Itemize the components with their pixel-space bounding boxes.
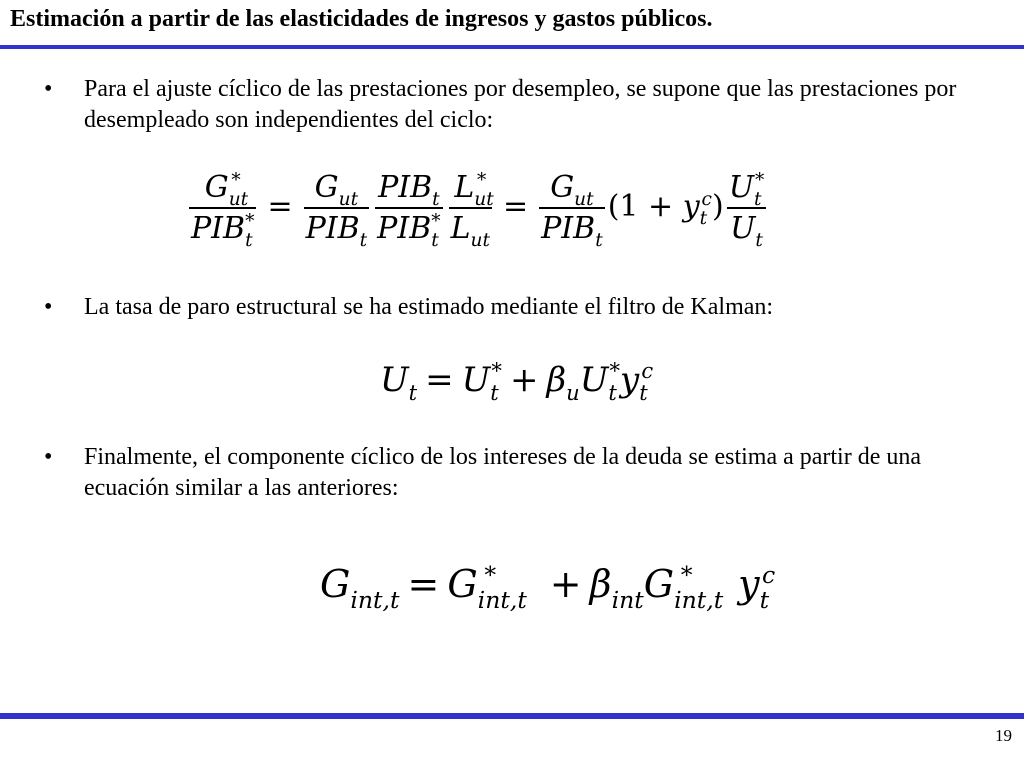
bullet-item-2 xyxy=(44,292,1004,323)
symbol: G xyxy=(643,562,675,606)
bullet-item-3 xyxy=(44,442,1004,504)
symbol: G xyxy=(320,562,351,606)
bullet-text: La tasa de paro estructural se ha estimado mediante el filtro de Kalman: xyxy=(84,294,774,320)
subscript: t xyxy=(408,380,418,406)
slide-title: Estimación a partir de las elasticidades de ingresos y gastos públicos. xyxy=(10,6,713,32)
equation-benefits xyxy=(186,169,769,252)
superscript: c xyxy=(641,358,654,384)
bullet-marker: • xyxy=(44,444,53,470)
subscript: t xyxy=(639,380,648,406)
subscript: int,t xyxy=(350,585,400,614)
subscript: ut xyxy=(574,189,594,211)
bottom-divider xyxy=(0,713,1024,719)
superscript: * xyxy=(476,169,487,191)
subscript: ut xyxy=(470,230,490,252)
subscript: ut xyxy=(474,189,494,211)
subscript: int xyxy=(611,585,644,614)
superscript: * xyxy=(754,169,765,191)
subscript: t xyxy=(359,230,368,252)
symbol: L xyxy=(454,170,475,205)
symbol: U xyxy=(728,170,754,205)
symbol: U xyxy=(579,360,609,400)
superscript: * xyxy=(431,210,441,232)
superscript: * xyxy=(491,358,502,384)
subscript: ut xyxy=(228,189,249,211)
superscript: * xyxy=(680,560,693,589)
symbol: PIB xyxy=(378,170,433,205)
subscript: t xyxy=(699,208,708,230)
subscript: u xyxy=(566,380,580,406)
superscript: * xyxy=(231,169,241,191)
symbol: L xyxy=(450,211,471,246)
symbol: PIB xyxy=(541,211,596,246)
symbol: β xyxy=(589,562,612,606)
subscript: t xyxy=(755,230,763,252)
symbol: G xyxy=(204,170,229,205)
equals-sign: = xyxy=(425,360,454,400)
equals-sign: = xyxy=(502,189,529,224)
plus-sign: + xyxy=(549,562,582,606)
fraction-5 xyxy=(727,169,767,252)
bullet-marker: • xyxy=(44,294,53,320)
subscript: t xyxy=(608,380,617,406)
symbol: y xyxy=(620,360,640,400)
superscript: * xyxy=(609,358,620,384)
fraction-2 xyxy=(375,170,442,252)
superscript: * xyxy=(484,560,497,589)
symbol: G xyxy=(314,170,339,205)
superscript: * xyxy=(245,210,255,232)
symbol: β xyxy=(546,360,567,400)
paren-close: ) xyxy=(711,189,724,224)
subscript: t xyxy=(595,230,603,252)
symbol: PIB xyxy=(377,211,432,246)
symbol: G xyxy=(447,562,478,606)
equals-sign: = xyxy=(267,189,293,224)
paren-open: (1 + xyxy=(607,189,683,224)
subscript: t xyxy=(753,189,762,211)
superscript: c xyxy=(701,188,712,210)
subscript: t xyxy=(245,230,253,252)
equals-sign: = xyxy=(407,562,440,606)
symbol: G xyxy=(550,170,575,205)
superscript: c xyxy=(762,560,776,589)
subscript: t xyxy=(431,230,439,252)
equation-interest xyxy=(320,560,776,614)
top-divider xyxy=(0,45,1024,49)
bullet-item-1 xyxy=(44,74,1004,136)
subscript: int,t xyxy=(674,585,724,614)
fraction-lhs xyxy=(189,169,256,252)
fraction-1 xyxy=(304,170,370,252)
subscript: ut xyxy=(338,189,359,211)
symbol: U xyxy=(461,360,491,400)
fraction-3 xyxy=(449,169,494,252)
symbol: U xyxy=(380,360,409,400)
symbol: y xyxy=(682,189,700,224)
subscript: t xyxy=(759,585,770,614)
bullet-text: Finalmente, el componente cíclico de los intereses de la deuda se estima a partir de una ecuación similar a las anteriores: xyxy=(84,444,922,501)
plus-sign: + xyxy=(509,360,539,400)
page-number: 19 xyxy=(995,726,1012,745)
bullet-text: Para el ajuste cíclico de las prestaciones por desempleo, se supone que las prestaciones por desempleado son independientes del ciclo: xyxy=(84,76,957,133)
symbol: y xyxy=(738,562,760,606)
subscript: t xyxy=(432,189,440,211)
subscript: t xyxy=(490,380,499,406)
equation-kalman xyxy=(380,358,654,406)
subscript: int,t xyxy=(477,585,527,614)
symbol: PIB xyxy=(305,211,360,246)
symbol: U xyxy=(730,211,756,246)
fraction-4 xyxy=(539,170,605,252)
symbol: PIB xyxy=(191,211,246,246)
bullet-marker: • xyxy=(44,76,53,102)
